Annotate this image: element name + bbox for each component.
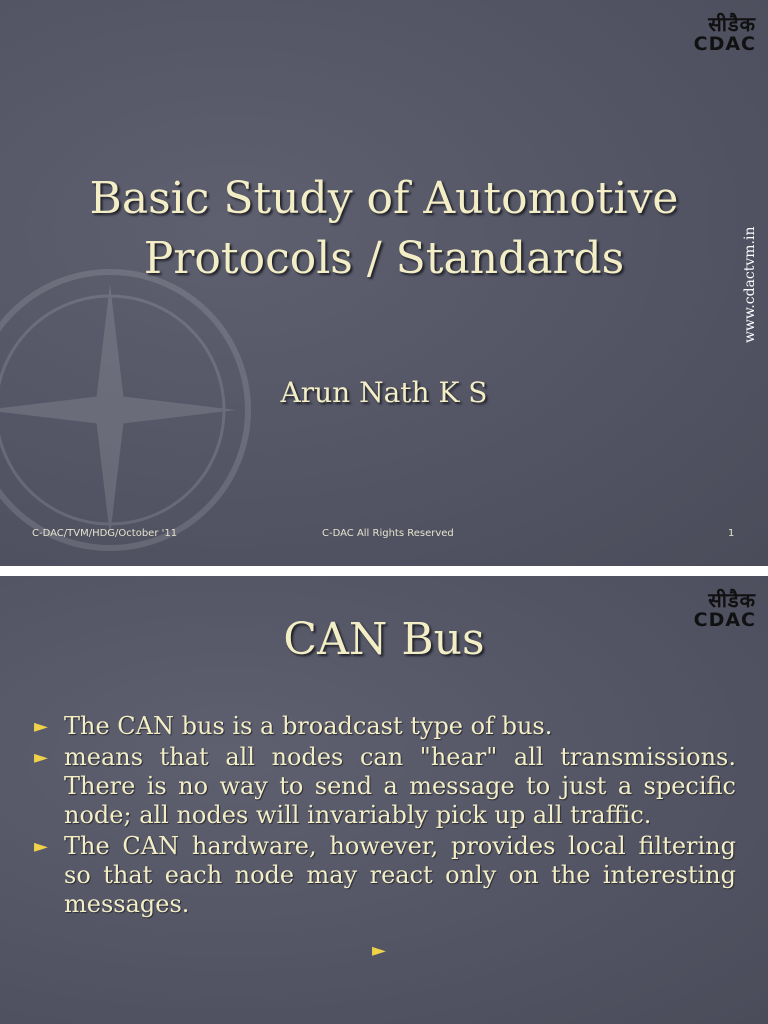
logo-hindi-text: सीडैक [708,12,756,36]
compass-watermark-icon [0,260,260,560]
website-url: www.cdactvm.in [742,226,758,344]
bullet-item [34,712,736,741]
bullet-text: The CAN hardware, however, provides local filtering so that each node may react only on the interesting messages. [64,832,736,918]
empty-bullet-arrow-icon: ► [372,940,386,961]
can-bus-slide [0,576,768,1024]
slide-title: CAN Bus [283,614,485,665]
logo-latin-text: CDAC [693,33,756,55]
bullet-text: The CAN bus is a broadcast type of bus. [64,712,553,740]
logo-latin-text: CDAC [693,609,756,631]
slide-separator [0,566,768,576]
footer-left: C-DAC/TVM/HDG/October '11 [32,528,178,539]
bullet-item [34,743,736,830]
slide-title-line-1: Basic Study of Automotive [89,173,679,224]
bullet-arrow-icon: ► [34,716,48,737]
bullet-arrow-icon: ► [34,836,48,857]
author-name: Arun Nath K S [280,376,488,409]
bullet-list [34,712,736,921]
bullet-arrow-icon: ► [34,747,48,768]
bullet-item [34,832,736,919]
bullet-text: means that all nodes can "hear" all transmissions. There is no way to send a message to just a specific node; all nodes will invariably pick up all traffic. [64,743,736,829]
footer-page-number: 1 [728,528,735,539]
logo-hindi-text: सीडैक [708,588,756,612]
slide-title-line-2: Protocols / Standards [143,233,625,284]
cdac-logo [684,14,756,54]
footer-center: C-DAC All Rights Reserved [322,528,454,539]
